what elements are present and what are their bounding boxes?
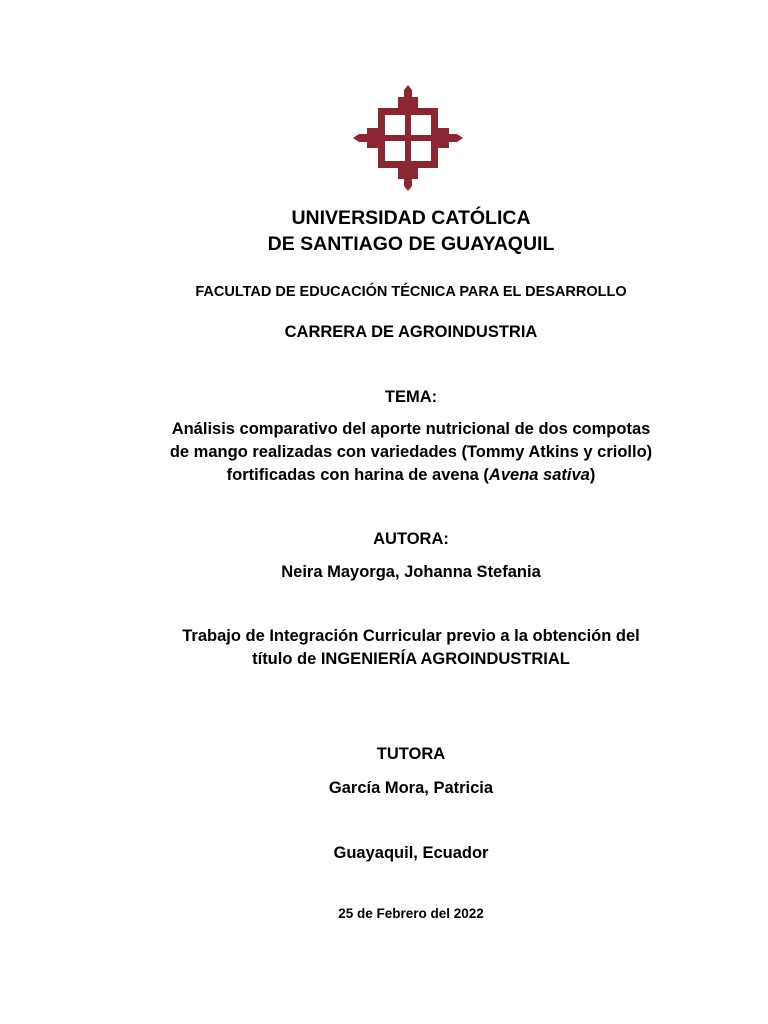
author-name: Neira Mayorga, Johanna Stefania bbox=[281, 563, 541, 581]
university-name-line-1: UNIVERSIDAD CATÓLICA bbox=[291, 207, 531, 229]
species-name: Avena sativa bbox=[488, 466, 590, 484]
career-name: CARRERA DE AGROINDUSTRIA bbox=[284, 323, 538, 341]
date: 25 de Febrero del 2022 bbox=[338, 906, 484, 921]
author-label: AUTORA: bbox=[373, 530, 449, 548]
topic-label: TEMA: bbox=[384, 388, 438, 406]
tutor-name: García Mora, Patricia bbox=[328, 779, 494, 797]
university-name-line-2: DE SANTIAGO DE GUAYAQUIL bbox=[267, 233, 555, 255]
faculty-name: FACULTAD DE EDUCACIÓN TÉCNICA PARA EL DESARROLLO bbox=[195, 284, 627, 300]
topic-title-line-3 bbox=[0, 464, 768, 487]
topic-title-line-2: de mango realizadas con variedades (Tommy Atkins y criollo) bbox=[169, 443, 653, 461]
topic-title-line-3-end: ) bbox=[589, 466, 596, 484]
topic-title-line-3-start: fortificadas con harina de avena ( bbox=[226, 466, 489, 484]
place: Guayaquil, Ecuador bbox=[333, 844, 489, 862]
purpose-line-1: Trabajo de Integración Curricular previo a la obtención del bbox=[182, 627, 640, 645]
tutor-label: TUTORA bbox=[376, 745, 446, 763]
university-cross-seal-icon bbox=[352, 84, 464, 192]
topic-title-line-1: Análisis comparativo del aporte nutricional de dos compotas bbox=[171, 420, 651, 438]
purpose-line-2: título de INGENIERÍA AGROINDUSTRIAL bbox=[252, 650, 570, 668]
